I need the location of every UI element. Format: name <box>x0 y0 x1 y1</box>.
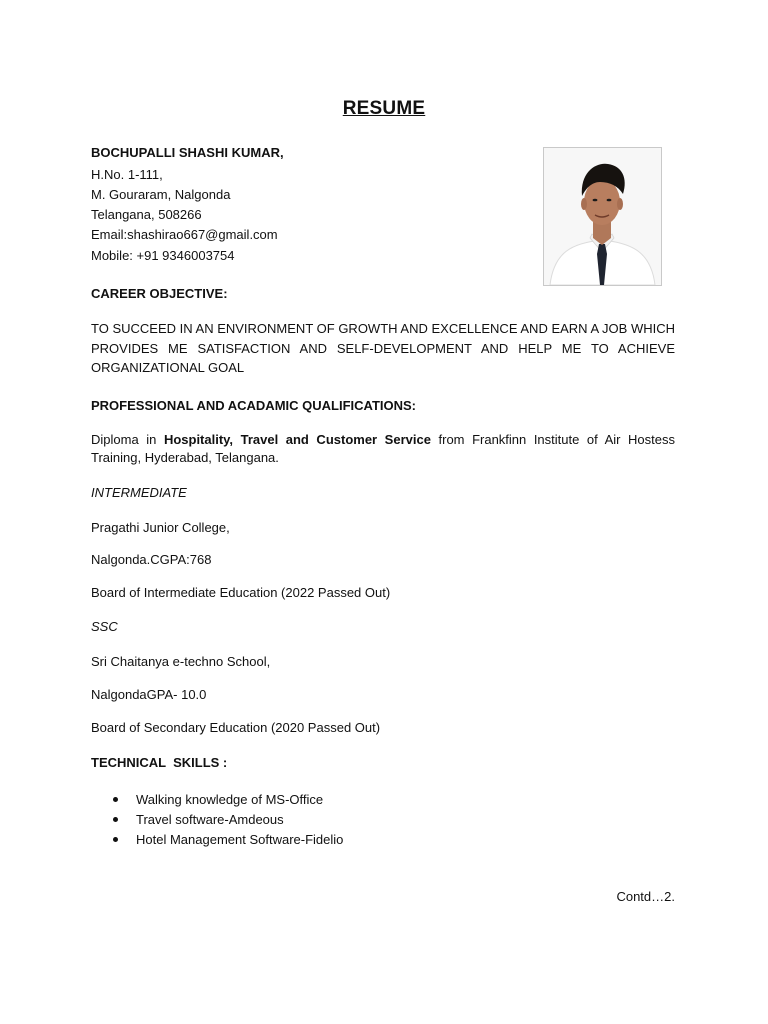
list-item: Travel software-Amdeous <box>113 810 343 830</box>
career-objective-text: TO SUCCEED IN AN ENVIRONMENT OF GROWTH AND EXCELLENCE AND EARN A JOB WHICH PROVIDES ME SATISFACTION AND SELF-DEVELOPMENT AND HELP ME TO ACHIEVE ORGANIZATIONAL GOAL <box>91 321 675 375</box>
intermediate-cgpa: Nalgonda.CGPA:768 <box>91 552 212 567</box>
intermediate-label: INTERMEDIATE <box>91 485 187 500</box>
intermediate-college: Pragathi Junior College, <box>91 520 230 535</box>
continued-note: Contd…2. <box>616 889 675 904</box>
candidate-name: BOCHUPALLI SHASHI KUMAR, <box>91 145 284 160</box>
person-portrait-icon <box>544 148 661 285</box>
profile-photo <box>543 147 662 286</box>
technical-skills-heading: TECHNICAL SKILLS : <box>91 755 228 770</box>
address-line-1: H.No. 1-111, <box>91 167 163 182</box>
ssc-label: SSC <box>91 619 118 634</box>
diploma-institute: from Frankfinn Institute of Air Hostess Training, Hyderabad, Telangana. <box>91 432 676 465</box>
ssc-board: Board of Secondary Education (2020 Passed Out) <box>91 720 381 735</box>
diploma-text <box>91 431 675 467</box>
intermediate-board: Board of Intermediate Education (2022 Passed Out) <box>91 585 391 600</box>
qualifications-heading: PROFESSIONAL AND ACADAMIC QUALIFICATIONS: <box>91 398 416 413</box>
page-title: RESUME <box>342 98 426 119</box>
ssc-school: Sri Chaitanya e-techno School, <box>91 654 271 669</box>
list-item: Walking knowledge of MS-Office <box>113 790 343 810</box>
email-text: Email:shashirao667@gmail.com <box>91 227 278 242</box>
mobile-text: Mobile: +91 9346003754 <box>91 248 235 263</box>
diploma-prefix: Diploma in <box>91 432 164 447</box>
list-item: Hotel Management Software-Fidelio <box>113 830 343 850</box>
skills-list <box>113 790 343 850</box>
career-objective-heading: CAREER OBJECTIVE: <box>91 286 228 301</box>
address-line-2: M. Gouraram, Nalgonda <box>91 187 231 202</box>
diploma-course: Hospitality, Travel and Customer Service <box>163 432 431 447</box>
address-line-3: Telangana, 508266 <box>91 207 202 222</box>
ssc-gpa: NalgondaGPA- 10.0 <box>91 687 207 702</box>
